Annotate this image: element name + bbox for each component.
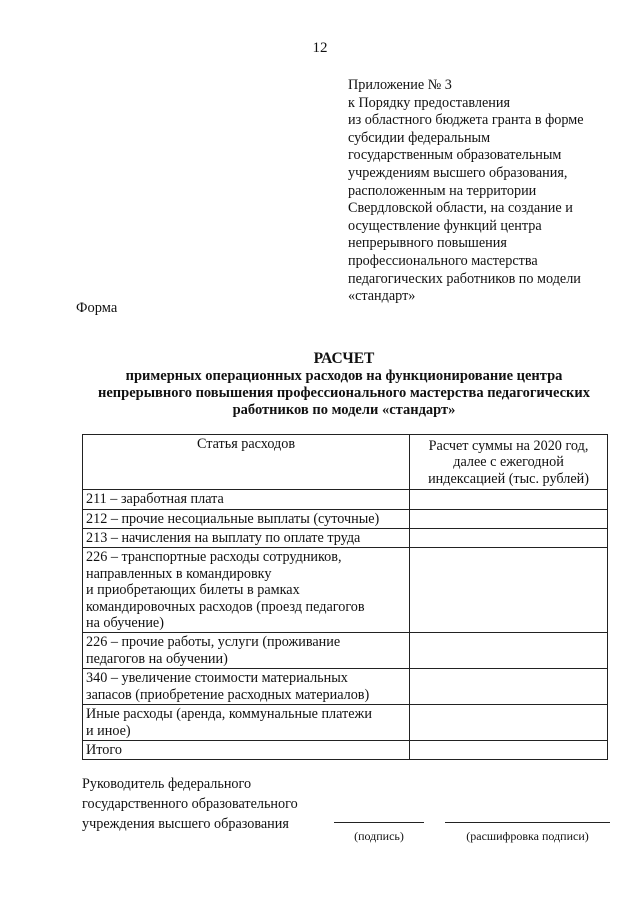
expense-item-cell bbox=[83, 509, 410, 528]
table-row bbox=[83, 490, 608, 509]
appendix-line: из областного бюджета гранта в форме bbox=[348, 112, 584, 129]
amount-cell bbox=[410, 669, 608, 705]
title-subtitle-line: работников по модели «стандарт» bbox=[232, 402, 456, 418]
amount-cell bbox=[410, 705, 608, 741]
amount-cell bbox=[410, 490, 608, 509]
column-header-line: далее с ежегодной bbox=[453, 454, 564, 471]
appendix-line: профессионального мастерства bbox=[348, 252, 538, 269]
title-subtitle-line: непрерывного повышения профессионального мастерства педагогических bbox=[98, 385, 590, 401]
appendix-line: государственным образовательным bbox=[348, 147, 562, 164]
expense-item-cell bbox=[83, 740, 410, 759]
page-number: 12 bbox=[312, 40, 328, 56]
amount-cell bbox=[410, 548, 608, 633]
table-header-row bbox=[83, 435, 608, 490]
signature-block bbox=[82, 774, 298, 834]
appendix-line: Свердловской области, на создание и bbox=[348, 200, 573, 217]
table-row bbox=[83, 509, 608, 528]
column-header-line: Расчет суммы на 2020 год, bbox=[428, 438, 589, 454]
amount-cell bbox=[410, 529, 608, 548]
expense-item-cell bbox=[83, 669, 410, 705]
expense-item-cell bbox=[83, 633, 410, 669]
amount-cell bbox=[410, 509, 608, 528]
table-row bbox=[83, 548, 608, 633]
amount-cell bbox=[410, 633, 608, 669]
expense-item-line: запасов (приобретение расходных материалов) bbox=[86, 686, 370, 703]
signature-decryption-caption: (расшифровка подписи) bbox=[466, 829, 589, 843]
expenses-table bbox=[82, 434, 608, 760]
table-row-total bbox=[83, 740, 608, 759]
signatory-line: государственного образовательного bbox=[82, 796, 298, 812]
appendix-line: «стандарт» bbox=[348, 288, 416, 305]
column-header-amount bbox=[410, 435, 608, 490]
appendix-line: осуществление функций центра bbox=[348, 217, 542, 234]
form-label: Форма bbox=[76, 300, 118, 316]
expense-item-line: 212 – прочие несоциальные выплаты (суточные) bbox=[86, 510, 380, 527]
expense-item-line: 340 – увеличение стоимости материальных bbox=[86, 670, 348, 687]
appendix-line: педагогических работников по модели bbox=[348, 270, 581, 287]
expense-item-line: педагогов на обучении) bbox=[86, 650, 228, 667]
expense-item-cell bbox=[83, 529, 410, 548]
expense-item-line: Итого bbox=[86, 741, 122, 758]
column-header-line: индексацией (тыс. рублей) bbox=[428, 470, 589, 487]
signatory-line: учреждения высшего образования bbox=[82, 816, 289, 832]
expense-item-cell bbox=[83, 548, 410, 633]
title-main: РАСЧЕТ bbox=[313, 350, 375, 367]
amount-cell bbox=[410, 740, 608, 759]
expense-item-line: направленных в командировку bbox=[86, 565, 272, 582]
table-row bbox=[83, 529, 608, 548]
expense-item-line: на обучение) bbox=[86, 615, 164, 632]
appendix-line: к Порядку предоставления bbox=[348, 94, 510, 111]
column-header-expense-item: Статья расходов bbox=[83, 435, 410, 490]
table-row bbox=[83, 669, 608, 705]
expense-item-line: 226 – прочие работы, услуги (проживание bbox=[86, 634, 341, 651]
signatory-line: Руководитель федерального bbox=[82, 776, 252, 792]
document-title bbox=[76, 350, 612, 419]
appendix-line: расположенным на территории bbox=[348, 182, 537, 199]
signature-caption: (подпись) bbox=[354, 829, 404, 843]
appendix-line: субсидии федеральным bbox=[348, 129, 491, 146]
title-subtitle-line: примерных операционных расходов на функционирование центра bbox=[125, 368, 563, 384]
expense-item-line: и иное) bbox=[86, 722, 131, 739]
signature-decryption-line bbox=[445, 822, 610, 823]
expense-item-line: Иные расходы (аренда, коммунальные платежи bbox=[86, 706, 372, 723]
appendix-line: учреждениям высшего образования, bbox=[348, 164, 568, 181]
table-row bbox=[83, 705, 608, 741]
table-row bbox=[83, 633, 608, 669]
expense-item-line: командировочных расходов (проезд педагогов bbox=[86, 598, 365, 615]
expense-item-cell bbox=[83, 490, 410, 509]
appendix-line: непрерывного повышения bbox=[348, 235, 507, 252]
appendix-line: Приложение № 3 bbox=[348, 77, 452, 93]
appendix-note bbox=[348, 77, 618, 306]
expense-item-line: 211 – заработная плата bbox=[86, 491, 224, 508]
expense-item-line: 213 – начисления на выплату по оплате труда bbox=[86, 530, 361, 547]
signature-line bbox=[334, 822, 424, 823]
expense-item-cell bbox=[83, 705, 410, 741]
expense-item-line: 226 – транспортные расходы сотрудников, bbox=[86, 549, 342, 566]
expense-item-line: и приобретающих билеты в рамках bbox=[86, 582, 300, 599]
